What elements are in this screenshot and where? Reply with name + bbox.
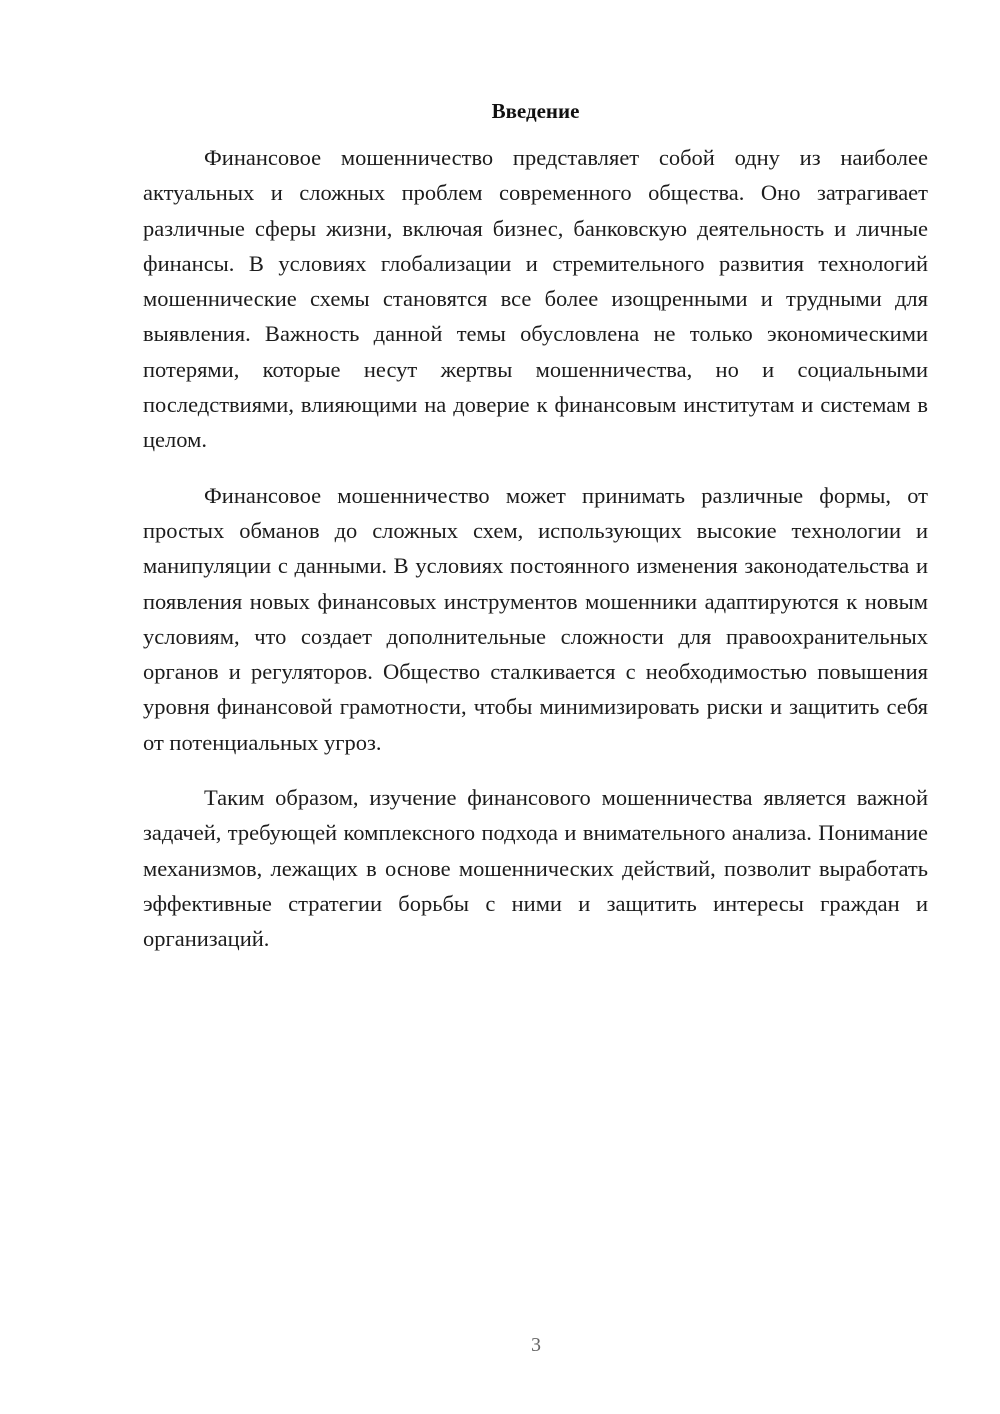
paragraph-2: Финансовое мошенничество может принимать различные формы, от простых обманов до сложных схем, использующих высокие технологии и манипуляции с данными. В условиях постоянного изменения законодательства и появления новых финансовых инструментов мошенники адаптируются к новым условиям, что создает дополнительные сложности для правоохранительных органов и регуляторов. Общество сталкивается с необходимостью повышения уровня финансовой грамотности, чтобы минимизировать риски и защитить себя от потенциальных угроз. bbox=[143, 482, 928, 755]
section-title: Введение bbox=[491, 99, 580, 123]
paragraph-1: Финансовое мошенничество представляет собой одну из наиболее актуальных и сложных проблем современного общества. Оно затрагивает различные сферы жизни, включая бизнес, банковскую деятельность и личные финансы. В условиях глобализации и стремительного развития технологий мошеннические схемы становятся все более изощренными и трудными для выявления. Важность данной темы обусловлена не только экономическими потерями, которые несут жертвы мошенничества, но и социальными последствиями, влияющими на доверие к финансовым институтам и системам в целом. bbox=[143, 145, 928, 453]
page-number: 3 bbox=[531, 1334, 541, 1356]
paragraph-3: Таким образом, изучение финансового мошенничества является важной задачей, требующей комплексного подхода и внимательного анализа. Понимание механизмов, лежащих в основе мошеннических действий, позволит выработать эффективные стратегии борьбы с ними и защитить интересы граждан и организаций. bbox=[143, 785, 928, 952]
page-content bbox=[143, 96, 928, 977]
